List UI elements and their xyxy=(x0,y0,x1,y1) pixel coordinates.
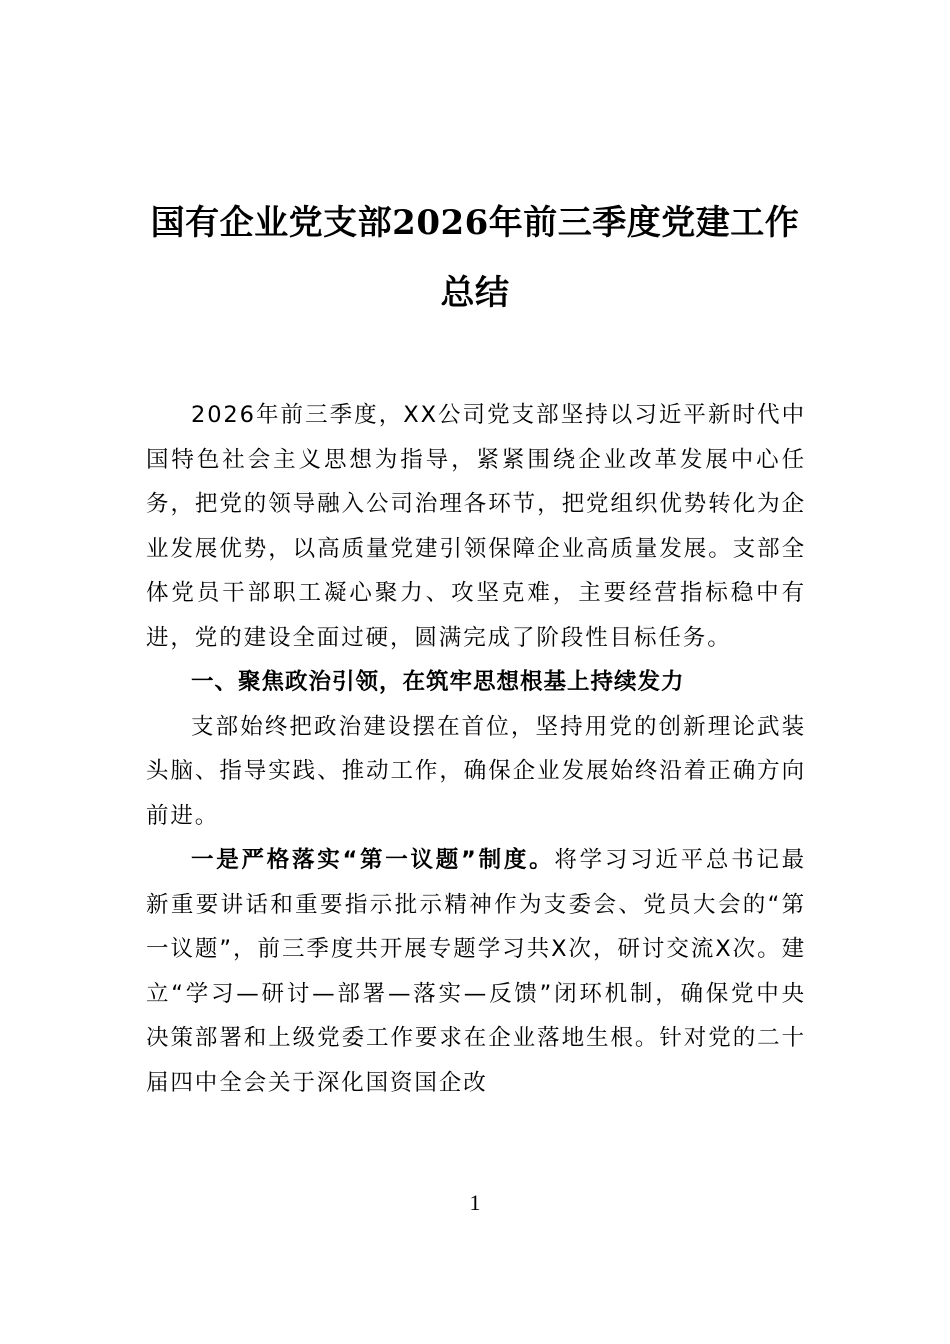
section-heading-1: 一、聚焦政治引领，在筑牢思想根基上持续发力 xyxy=(191,669,685,695)
item-1-lead: 一是严格落实“第一议题”制度。 xyxy=(191,847,555,873)
title-line-2: 总结 xyxy=(440,273,510,313)
item-1-body: 将学习习近平总书记最新重要讲话和重要指示批示精神作为支委会、党员大会的“第一议题”，前三季度共开展专题学习共X次，研讨交流X次。建立“学习—研讨—部署—落实—反馈”闭环机制，确保党中央决策部署和上级党委工作要求在企业落地生根。针对党的二十届四中全会关于深化国资国企改 xyxy=(146,847,806,1096)
item-1-paragraph xyxy=(146,838,806,1105)
page-number: 1 xyxy=(469,1190,481,1215)
document-body xyxy=(146,393,806,1105)
intro-paragraph: 2026年前三季度，XX公司党支部坚持以习近平新时代中国特色社会主义思想为指导，紧紧围绕企业改革发展中心任务，把党的领导融入公司治理各环节，把党组织优势转化为企业发展优势，以高质量党建引领保障企业高质量发展。支部全体党员干部职工凝心聚力、攻坚克难，主要经营指标稳中有进，党的建设全面过硬，圆满完成了阶段性目标任务。 xyxy=(146,402,806,651)
section-1-paragraph: 支部始终把政治建设摆在首位，坚持用党的创新理论武装头脑、指导实践、推动工作，确保企业发展始终沿着正确方向前进。 xyxy=(146,713,806,829)
document-title xyxy=(110,188,840,328)
title-line-1: 国有企业党支部2026年前三季度党建工作 xyxy=(150,203,800,243)
